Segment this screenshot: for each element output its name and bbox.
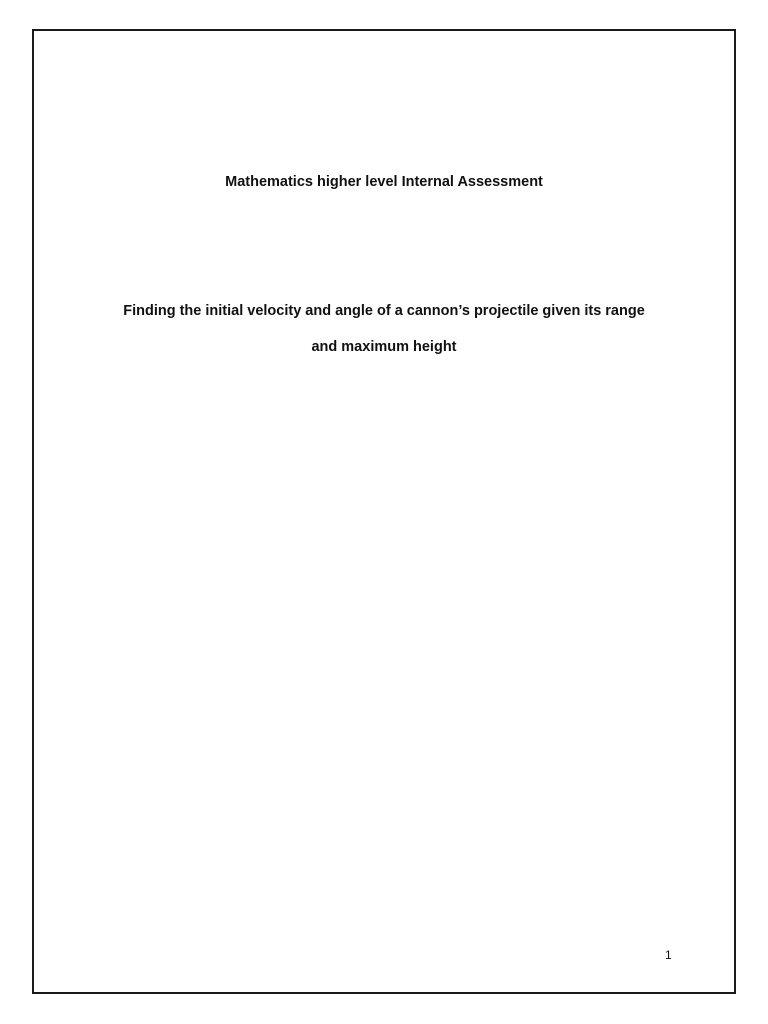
page-number: 1 [665,948,672,962]
document-subtitle-line-1: Finding the initial velocity and angle of a cannon’s projectile given its range [123,303,645,319]
document-subtitle-line-2: and maximum height [311,339,457,355]
document-title: Mathematics higher level Internal Assessment [225,174,543,190]
